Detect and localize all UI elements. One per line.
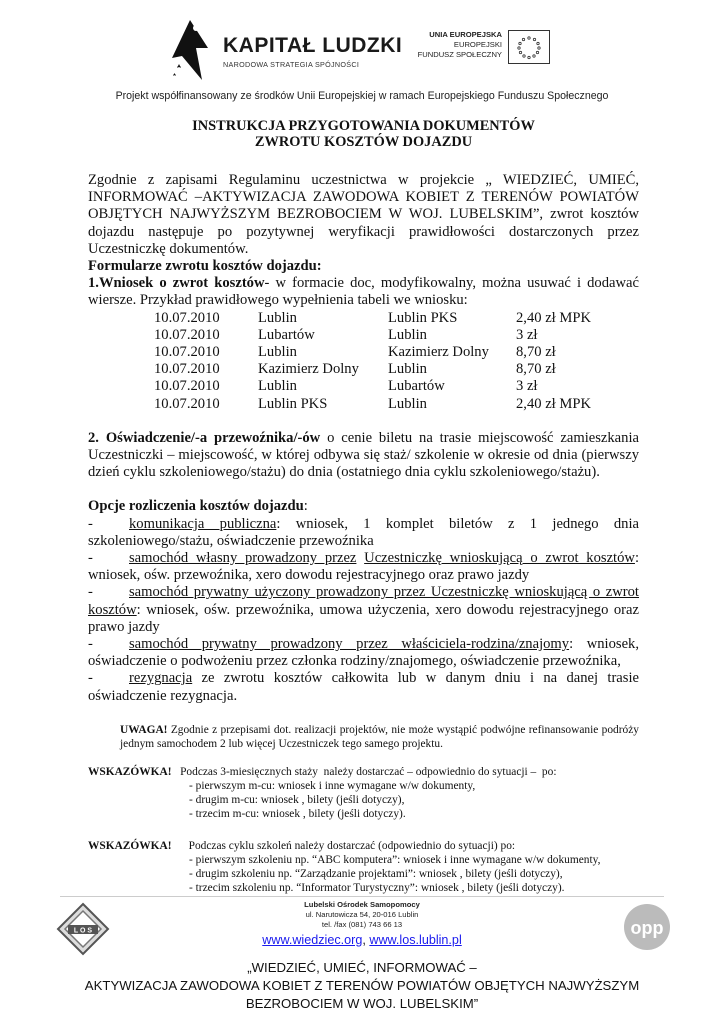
item-1-text: - w formacie doc, modyfikowalny, można usuwać i dodawać wiersze. Przykład prawidłowego wypełnienia tabeli we wniosku:: [88, 275, 639, 309]
trip-row: [154, 396, 591, 413]
option-type-continued: Uczestniczkę wnioskującą o zwrot kosztów: [364, 550, 635, 567]
option-type: samochód prywatny prowadzony przez właściciela-rodzina/znajomy: [129, 636, 570, 653]
trip-to: Lublin: [388, 326, 427, 343]
hint-list-item: - trzecim szkoleniu np. “Informator Turystyczny”: wniosek , bilety (jeśli dotyczy).: [189, 881, 565, 894]
uwaga-text: Zgodnie z przepisami dot. realizacji projektów, nie może wystąpić podwójne refinansowanie podróży jednym samochodem 2 lub więcej Uczestniczek tego samego projektu.: [120, 723, 639, 750]
trip-to: Lublin: [388, 361, 427, 378]
page-header: [0, 0, 724, 110]
trip-date: 10.07.2010: [154, 344, 220, 361]
trip-from: Lublin: [258, 378, 297, 395]
link-separator: ,: [362, 933, 366, 947]
hint-1-text: Podczas 3-miesięcznych staży należy dostarczać – odpowiednio do sytuacji – po:: [171, 765, 557, 778]
options-list: [88, 516, 639, 705]
trip-from: Lublin PKS: [258, 395, 328, 412]
org-phone: tel. /fax (081) 743 66 13: [321, 920, 403, 929]
hint-2-label: WSKAZÓWKA!: [88, 839, 172, 852]
item-1-label: 1.Wniosek o zwrot kosztów: [88, 275, 265, 292]
option-requirements: : wniosek, ośw. przewoźnika, umowa użyczenia, xero dowodu rejestracyjnego oraz prawo jazdy: [88, 601, 639, 635]
trip-date: 10.07.2010: [154, 378, 220, 395]
org-name: Lubelski Ośrodek Samopomocy: [304, 900, 420, 909]
eu-flag-icon: [508, 30, 550, 64]
hint-list-item: - pierwszym szkoleniu np. “ABC komputera”: wniosek i inne wymagane w/w dokumenty,: [189, 853, 601, 866]
eu-logo: [410, 30, 590, 80]
trips-table: [154, 310, 591, 413]
trip-from: Lubartów: [258, 326, 315, 343]
option-dash: -: [88, 584, 93, 601]
eu-name: UNIA EUROPEJSKA: [429, 30, 502, 39]
opp-logo-text: opp: [630, 918, 664, 938]
option-requirements: : wniosek, 1 komplet biletów z 1 jednego dnia szkoleniowego/stażu, oświadczenie przewoźnika: [88, 515, 639, 549]
hint-list-item: - drugim szkoleniu np. “Zarządzanie projektami”: wniosek , bilety (jeśli dotyczy),: [189, 867, 563, 880]
forms-heading-text: Formularze zwrotu kosztów dojazdu:: [88, 258, 322, 275]
uwaga-label: UWAGA!: [120, 723, 168, 736]
item-2-label: 2. Oświadczenie/-a przewoźnika/-ów: [88, 429, 321, 446]
org-address: ul. Narutowicza 54, 20-016 Lublin: [305, 910, 419, 919]
trip-cost: 3 zł: [516, 326, 538, 343]
option-item: [88, 636, 639, 670]
trip-to: Lublin PKS: [388, 309, 458, 326]
hint-internship: [88, 765, 639, 821]
project-slogan: [0, 959, 724, 1013]
option-item: [88, 584, 639, 636]
document-body: [88, 118, 639, 895]
eu-fund-line1: EUROPEJSKI: [453, 40, 502, 49]
option-requirements: ze zwrotu kosztów całkowita lub w danym dniu i na danej trasie oświadczenie rezygnacja.: [88, 670, 639, 704]
page-footer: [0, 896, 724, 1024]
forms-heading: [88, 258, 639, 275]
option-dash: -: [88, 636, 93, 653]
hint-2-text: Podczas cyklu szkoleń należy dostarczać (odpowiednio do sytuacji) po:: [171, 839, 516, 852]
trip-date: 10.07.2010: [154, 395, 220, 412]
trip-date: 10.07.2010: [154, 361, 220, 378]
hint-list-item: - drugim m-cu: wniosek , bilety (jeśli dotyczy),: [189, 793, 405, 806]
trip-row: [154, 310, 591, 327]
cofinancing-note: Projekt współfinansowany ze środków Unii Europejskiej w ramach Europejskiego Funduszu Społecznego: [115, 90, 609, 102]
trip-cost: 8,70 zł: [516, 344, 556, 361]
option-dash: -: [88, 670, 93, 687]
trip-row: [154, 344, 591, 361]
eu-logo-text: [418, 30, 502, 60]
trip-cost: 3 zł: [516, 378, 538, 395]
trip-to: Lubartów: [388, 378, 445, 395]
footer-divider: [60, 896, 664, 897]
hint-list-item: - trzecim m-cu: wniosek , bilety (jeśli dotyczy).: [189, 807, 406, 820]
hint-list-item: - pierwszym m-cu: wniosek i inne wymagane w/w dokumenty,: [189, 779, 476, 792]
trip-cost: 2,40 zł MPK: [516, 309, 591, 326]
slogan-line-1: „WIEDZIEĆ, UMIEĆ, INFORMOWAĆ –: [247, 960, 477, 975]
los-logo-text: L O S: [73, 927, 93, 935]
option-requirements: : wniosek, oświadczenie o podwożeniu przez członka rodziny/znajomego, oświadczenie przewoźnika,: [88, 636, 639, 670]
option-item: [88, 670, 639, 704]
options-heading-text: Opcje rozliczenia kosztów dojazdu: [88, 498, 304, 515]
document-title: [88, 118, 639, 150]
option-item: [88, 516, 639, 550]
trip-from: Kazimierz Dolny: [258, 361, 359, 378]
options-heading-colon: :: [303, 498, 308, 515]
title-line-1: INSTRUKCJA PRZYGOTOWANIA DOKUMENTÓW: [192, 118, 535, 134]
option-type: samochód prywatny użyczony prowadzony przez Uczestniczkę wnioskującą o zwrot kosztów: [88, 584, 639, 618]
option-dash: -: [88, 550, 93, 567]
item-2-paragraph: [88, 430, 639, 482]
trip-row: [154, 327, 591, 344]
trip-to: Kazimierz Dolny: [388, 344, 489, 361]
option-type: rezygnacja: [129, 670, 193, 687]
option-item: [88, 550, 639, 584]
footer-links: [0, 933, 724, 947]
kapital-ludzki-logo: [168, 18, 403, 82]
trip-to: Lublin: [388, 395, 427, 412]
trip-row: [154, 361, 591, 378]
option-type: samochód własny prowadzony przez: [129, 550, 357, 567]
options-heading: [88, 498, 639, 515]
kapital-ludzki-subtitle: NARODOWA STRATEGIA SPÓJNOŚCI: [223, 60, 360, 69]
uwaga-note: [120, 723, 639, 751]
kapital-ludzki-emblem-icon: [168, 18, 212, 82]
trip-date: 10.07.2010: [154, 326, 220, 343]
slogan-line-3: BEZROBOCIEM W WOJ. LUBELSKIM”: [245, 996, 479, 1011]
trip-cost: 2,40 zł MPK: [516, 395, 591, 412]
hint-1-label: WSKAZÓWKA!: [88, 765, 172, 778]
eu-fund-line2: FUNDUSZ SPOŁECZNY: [417, 50, 502, 59]
slogan-line-2: AKTYWIZACJA ZAWODOWA KOBIET Z TERENÓW POWIATÓW OBJĘTYCH NAJWYŻSZYM: [84, 978, 640, 993]
option-dash: -: [88, 515, 93, 532]
intro-paragraph: Zgodnie z zapisami Regulaminu uczestnictwa w projekcie „ WIEDZIEĆ, UMIEĆ, INFORMOWAĆ –AKTYWIZACJA ZAWODOWA KOBIET Z TERENÓW POWIATÓW OBJĘTYCH NAJWYŻSZYM BEZROBOCIEM W WOJ. LUBELSKIM”, zwrot kosztów dojazdu następuje po pozytywnej weryfikacji prawidłowości dostarczonych przez Uczestniczkę dokumentów.: [88, 172, 639, 257]
hint-training: [88, 839, 639, 895]
option-type: komunikacja publiczna: [129, 515, 277, 532]
item-1-paragraph: [88, 275, 639, 309]
item-2-text: o cenie biletu na trasie miejscowość zamieszkania Uczestniczki – miejscowość, w której odbywa się staż/ szkolenie w okresie od dnia (pierwszy dzień cyklu szkoleniowego/stażu) do dnia (ostatniego dnia cyklu szkoleniowego/stażu).: [88, 429, 639, 481]
trip-from: Lublin: [258, 309, 297, 326]
title-line-2: ZWROTU KOSZTÓW DOJAZDU: [254, 134, 473, 150]
option-space: [356, 550, 364, 566]
option-requirements: : wniosek, ośw. przewoźnika, xero dowodu rejestracyjnego oraz prawo jazdy: [88, 550, 640, 584]
trip-date: 10.07.2010: [154, 309, 220, 326]
link-wiedziec[interactable]: www.wiedziec.org: [262, 933, 363, 947]
trip-row: [154, 378, 591, 395]
trip-cost: 8,70 zł: [516, 361, 556, 378]
organization-info: [0, 900, 724, 930]
trip-from: Lublin: [258, 344, 297, 361]
kapital-ludzki-title: KAPITAŁ LUDZKI: [223, 34, 403, 57]
link-los-lublin[interactable]: www.los.lublin.pl: [369, 933, 462, 947]
